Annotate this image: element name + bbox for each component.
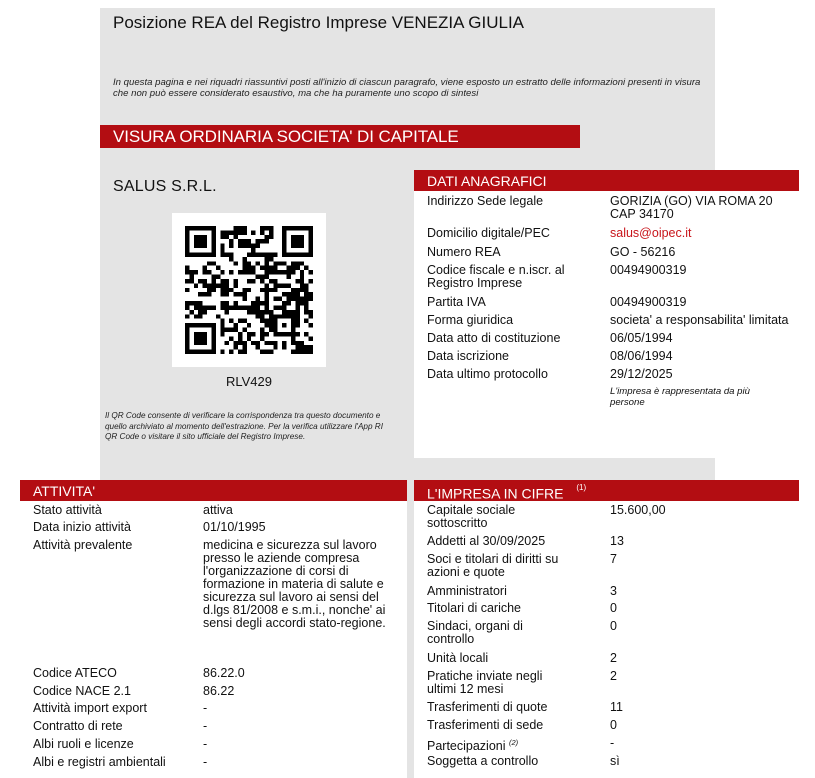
cifre-value: 15.600,00 — [610, 503, 666, 517]
cifre-value: sì — [610, 754, 620, 768]
anag-value: 00494900319 — [610, 295, 687, 309]
attivita-value: medicina e sicurezza sul lavoro presso le aziende compresa l'organizzazione di corsi di formazione in materia di salute e sicurezza sul lavoro ai sensi del d.lgs 81/2008 e s.m.i., nonche' ai sensi degli accordi stato-regione. — [203, 538, 386, 630]
attivita-value: 86.22.0 — [203, 666, 245, 680]
cifre-label: Unità locali — [427, 651, 489, 665]
anag-label: Partita IVA — [427, 295, 486, 309]
cifre-label: Soci e titolari di diritti su azioni e quote — [427, 552, 559, 579]
qr-code-label: RLV429 — [225, 374, 272, 389]
cifre-label: Partecipazioni — [427, 739, 506, 754]
impresa-cifre-footnote-ref: (1) — [576, 483, 587, 492]
anag-value: 06/05/1994 — [610, 331, 673, 345]
attivita-value: attiva — [203, 503, 233, 517]
attivita-label: Codice NACE 2.1 — [33, 684, 131, 698]
attivita-value: 86.22 — [203, 684, 235, 698]
anag-value: 08/06/1994 — [610, 349, 673, 363]
intro-text: In questa pagina e nei riquadri riassuntivi posti all'inizio di ciascun paragrafo, viene esposto un estratto delle informazioni presenti in visura che non può essere considerato esaustivo, ma che ha puramente uno scopo di sintesi — [113, 77, 701, 99]
cifre-label: Amministratori — [427, 584, 507, 598]
cifre-value: 0 — [610, 718, 617, 732]
attivita-label: Codice ATECO — [33, 666, 117, 680]
anag-value: societa' a responsabilita' limitata — [610, 313, 789, 327]
attivita-label: Data inizio attività — [33, 520, 131, 534]
cifre-label: Soggetta a controllo — [427, 754, 539, 768]
impresa-cifre-heading — [414, 480, 799, 501]
cifre-label: Addetti al 30/09/2025 — [427, 534, 546, 548]
cifre-value: 11 — [610, 700, 623, 714]
attivita-panel — [20, 480, 407, 778]
anag-value: 00494900319 — [610, 263, 687, 277]
anag-label: Forma giuridica — [427, 313, 514, 327]
anag-note: L'impresa è rappresentata da più persone — [610, 386, 750, 408]
anag-value: GO - 56216 — [610, 245, 676, 259]
anag-label: Data iscrizione — [427, 349, 509, 363]
cifre-value: 0 — [610, 619, 617, 633]
attivita-value: - — [203, 737, 208, 751]
qr-code-image — [172, 213, 326, 367]
anag-label: Domicilio digitale/PEC — [427, 226, 550, 240]
cifre-value: 2 — [610, 651, 617, 665]
attivita-label: Attività prevalente — [33, 538, 133, 552]
page-title: Posizione REA del Registro Imprese VENEZIA GIULIA — [113, 13, 525, 32]
attivita-label: Albi ruoli e licenze — [33, 737, 134, 751]
cifre-value: 3 — [610, 584, 617, 598]
attivita-label: Stato attività — [33, 503, 102, 517]
attivita-value: - — [203, 755, 208, 769]
anag-label: Numero REA — [427, 245, 501, 259]
anag-label: Indirizzo Sede legale — [427, 194, 544, 208]
cifre-value: 0 — [610, 601, 617, 615]
cifre-label: Trasferimenti di sede — [427, 718, 544, 732]
cifre-label: Pratiche inviate negli ultimi 12 mesi — [427, 669, 543, 696]
cifre-label: Titolari di cariche — [427, 601, 522, 615]
dati-anagrafici-heading: DATI ANAGRAFICI — [414, 170, 799, 191]
pec-email-link[interactable]: salus@oipec.it — [610, 226, 692, 240]
partecipazioni-footnote-ref: (2) — [509, 738, 519, 747]
cifre-label-partecipazioni — [427, 737, 597, 753]
cifre-label: Capitale sociale sottoscritto — [427, 503, 516, 530]
company-name: SALUS S.R.L. — [113, 178, 217, 195]
impresa-cifre-title: L'IMPRESA IN CIFRE — [427, 485, 564, 502]
dati-anagrafici-panel — [414, 170, 799, 458]
section-title-bar: VISURA ORDINARIA SOCIETA' DI CAPITALE — [100, 125, 580, 148]
attivita-label: Contratto di rete — [33, 719, 123, 733]
cifre-value: 2 — [610, 669, 617, 683]
attivita-label: Albi e registri ambientali — [33, 755, 166, 769]
anag-value: 29/12/2025 — [610, 367, 673, 381]
attivita-value: 01/10/1995 — [203, 520, 266, 534]
cifre-value: - — [610, 736, 615, 750]
qr-note: Il QR Code consente di verificare la corrispondenza tra questo documento e quello archiviato al momento dell'estrazione. Per la verifica utilizzare l'App RI QR Code o visitare il sito ufficiale del Registro Imprese. — [105, 411, 383, 442]
attivita-heading: ATTIVITA' — [20, 480, 407, 501]
anag-label: Data atto di costituzione — [427, 331, 561, 345]
cifre-label: Trasferimenti di quote — [427, 700, 548, 714]
cifre-value: 7 — [610, 552, 617, 566]
attivita-label: Attività import export — [33, 701, 147, 715]
cifre-label: Sindaci, organi di controllo — [427, 619, 523, 646]
anag-label: Data ultimo protocollo — [427, 367, 548, 381]
anag-value: GORIZIA (GO) VIA ROMA 20 CAP 34170 — [610, 194, 773, 221]
anag-label: Codice fiscale e n.iscr. al Registro Imprese — [427, 263, 565, 290]
attivita-value: - — [203, 719, 208, 733]
attivita-value: - — [203, 701, 208, 715]
cifre-value: 13 — [610, 534, 624, 548]
impresa-cifre-panel — [414, 480, 799, 778]
